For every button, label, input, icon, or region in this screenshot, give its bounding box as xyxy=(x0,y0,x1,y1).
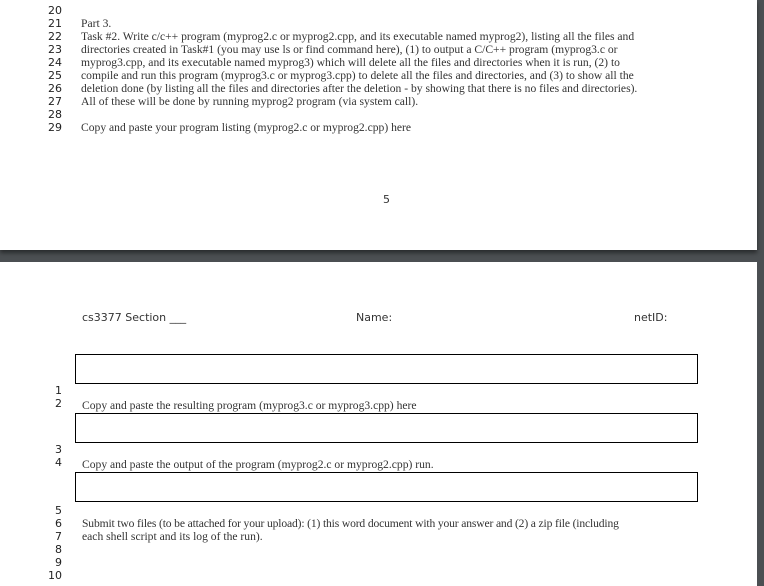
line-number: 26 xyxy=(48,82,62,95)
task-paragraph-line[interactable]: deletion done (by listing all the files and directories after the deletion - by showing that there is no files and directories). xyxy=(81,82,638,95)
part-heading[interactable]: Part 3. xyxy=(81,17,112,30)
line-number: 4 xyxy=(55,456,62,469)
program-listing-prompt[interactable]: Copy and paste your program listing (myprog2.c or myprog2.cpp) here xyxy=(81,121,412,134)
submission-instructions-line[interactable]: Submit two files (to be attached for your upload): (1) this word document with your answer and (2) a zip file (including xyxy=(82,517,619,530)
line-number: 22 xyxy=(48,30,62,43)
line-number: 29 xyxy=(48,121,62,134)
line-number: 8 xyxy=(55,543,62,556)
line-number: 25 xyxy=(48,69,62,82)
task-paragraph-line[interactable]: All of these will be done by running myprog2 program (via system call). xyxy=(81,95,419,108)
header-netid-label: netID: xyxy=(634,311,668,324)
line-number: 3 xyxy=(55,443,62,456)
task-paragraph-line[interactable]: compile and run this program (myprog3.c or myprog3.cpp) to delete all the files and directories, and (3) to show all the xyxy=(81,69,634,82)
line-number: 7 xyxy=(55,530,62,543)
page-number: 5 xyxy=(383,193,390,206)
line-number: 2 xyxy=(55,397,62,410)
task-paragraph-line[interactable]: myprog3.cpp, and its executable named myprog3) which will delete all the files and directories when it is run, (2) to xyxy=(81,56,620,69)
program-output-answer-box[interactable] xyxy=(75,472,698,502)
program-listing-answer-box[interactable] xyxy=(75,354,698,384)
line-number: 6 xyxy=(55,517,62,530)
line-number: 20 xyxy=(48,4,62,17)
line-number: 28 xyxy=(48,108,62,121)
line-number: 10 xyxy=(48,569,62,582)
resulting-program-prompt[interactable]: Copy and paste the resulting program (myprog3.c or myprog3.cpp) here xyxy=(82,399,417,412)
line-number: 1 xyxy=(55,384,62,397)
document-page-5 xyxy=(0,0,757,250)
header-course-section: cs3377 Section ___ xyxy=(82,311,187,324)
line-number: 24 xyxy=(48,56,62,69)
program-output-prompt[interactable]: Copy and paste the output of the program (myprog2.c or myprog2.cpp) run. xyxy=(82,458,434,471)
line-number: 9 xyxy=(55,556,62,569)
line-number: 5 xyxy=(55,504,62,517)
line-number: 23 xyxy=(48,43,62,56)
submission-instructions-line[interactable]: each shell script and its log of the run). xyxy=(82,530,263,543)
line-number: 27 xyxy=(48,95,62,108)
header-name-label: Name: xyxy=(356,311,393,324)
task-paragraph-line[interactable]: Task #2. Write c/c++ program (myprog2.c or myprog2.cpp, and its executable named myprog2), listing all the files and xyxy=(81,30,635,43)
document-page-6 xyxy=(0,262,757,586)
task-paragraph-line[interactable]: directories created in Task#1 (you may use ls or find command here), (1) to output a C/C++ program (myprog3.c or xyxy=(81,43,618,56)
resulting-program-answer-box[interactable] xyxy=(75,413,698,443)
line-number: 21 xyxy=(48,17,62,30)
